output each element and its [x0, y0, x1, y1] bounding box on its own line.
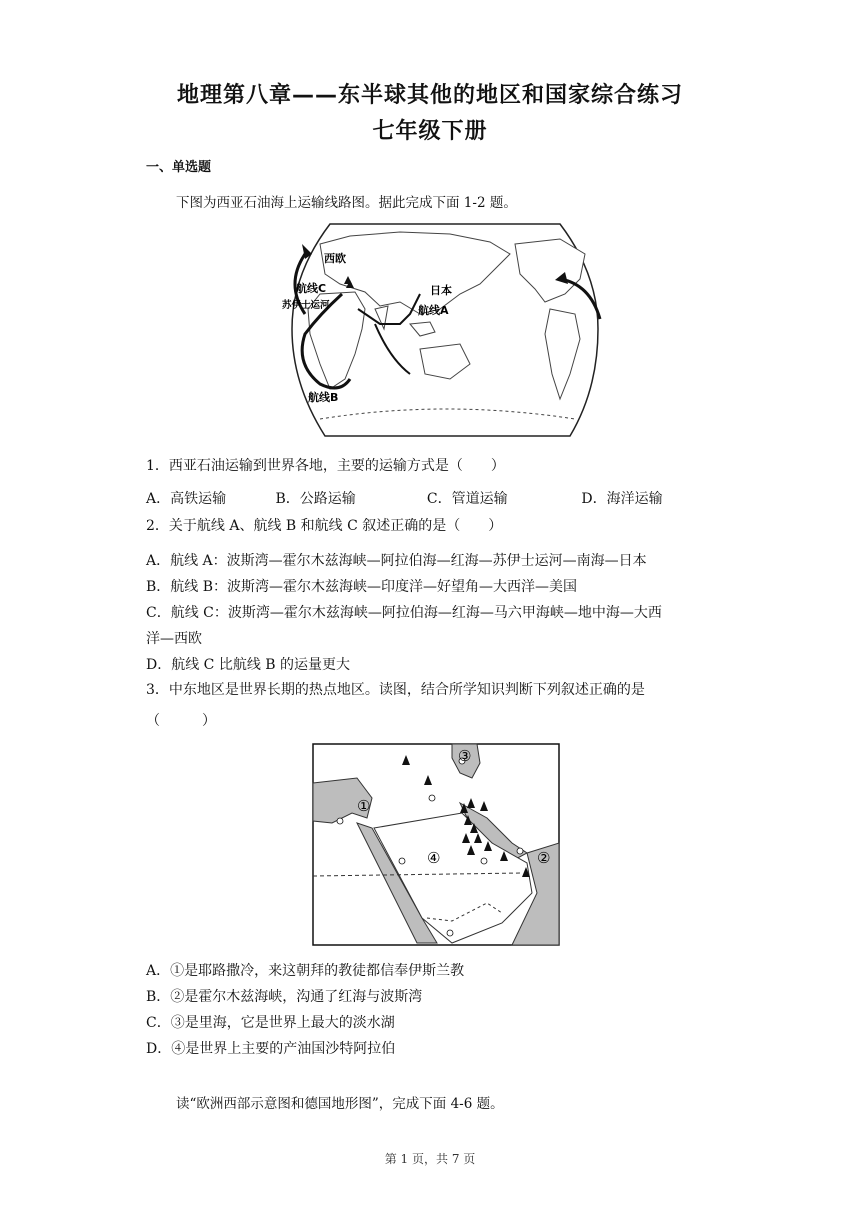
- question-1-stem: 1．西亚石油运输到世界各地，主要的运输方式是（ ）: [146, 458, 505, 474]
- question-3-stem: 3．中东地区是世界长期的热点地区。读图，结合所学知识判断下列叙述正确的是: [146, 682, 645, 698]
- label-marker-4: ④: [427, 849, 441, 867]
- q3-option-c[interactable]: C．③是里海，它是世界上最大的淡水湖: [146, 1015, 395, 1031]
- label-marker-2: ②: [537, 849, 551, 867]
- q3-option-d[interactable]: D．④是世界上主要的产油国沙特阿拉伯: [146, 1041, 396, 1057]
- q1-option-b[interactable]: B．公路运输: [275, 491, 356, 507]
- q2-option-c-line1[interactable]: C．航线 C：波斯湾—霍尔木兹海峡—阿拉伯海—红海—马六甲海峡—地中海—大西: [146, 605, 662, 621]
- label-japan: 日本: [430, 284, 452, 297]
- q2-option-a[interactable]: A．航线 A：波斯湾—霍尔木兹海峡—阿拉伯海—红海—苏伊士运河—南海—日本: [146, 553, 647, 569]
- page-title: 地理第八章——东半球其他的地区和国家综合练习: [176, 83, 683, 108]
- label-marker-3: ③: [458, 747, 472, 765]
- label-suez: 苏伊士运河: [282, 300, 330, 311]
- oil-route-world-map: [280, 214, 610, 442]
- label-route-c: 航线C: [296, 282, 327, 295]
- intro-q1-2: 下图为西亚石油海上运输线路图。据此完成下面 1-2 题。: [176, 195, 517, 211]
- q2-option-d[interactable]: D．航线 C 比航线 B 的运量更大: [146, 657, 351, 673]
- label-route-b: 航线B: [308, 391, 339, 404]
- label-route-a: 航线A: [418, 304, 449, 317]
- q1-option-a[interactable]: A．高铁运输: [146, 491, 227, 507]
- q2-option-b[interactable]: B．航线 B：波斯湾—霍尔木兹海峡—印度洋—好望角—大西洋—美国: [146, 579, 578, 595]
- question-3-paren: （ ）: [146, 713, 216, 729]
- label-xiou: 西欧: [324, 252, 346, 265]
- q2-option-c-line2[interactable]: 洋—西欧: [146, 631, 202, 647]
- q1-option-c[interactable]: C．管道运输: [426, 491, 508, 507]
- q3-option-a[interactable]: A．①是耶路撒冷，来这朝拜的教徒都信奉伊斯兰教: [146, 963, 465, 979]
- middle-east-map: [312, 743, 560, 946]
- q3-option-b[interactable]: B．②是霍尔木兹海峡，沟通了红海与波斯湾: [146, 989, 423, 1005]
- section-heading: 一、单选题: [146, 160, 212, 175]
- question-2-stem: 2．关于航线 A、航线 B 和航线 C 叙述正确的是（ ）: [146, 518, 503, 534]
- intro-q4-6: 读“欧洲西部示意图和德国地形图”，完成下面 4-6 题。: [176, 1096, 504, 1112]
- question-1-options: [146, 488, 663, 508]
- page-footer: 第 1 页，共 7 页: [384, 1152, 476, 1166]
- label-marker-1: ①: [357, 797, 371, 815]
- page-subtitle: 七年级下册: [372, 119, 488, 144]
- q1-option-d[interactable]: D．海洋运输: [581, 491, 663, 507]
